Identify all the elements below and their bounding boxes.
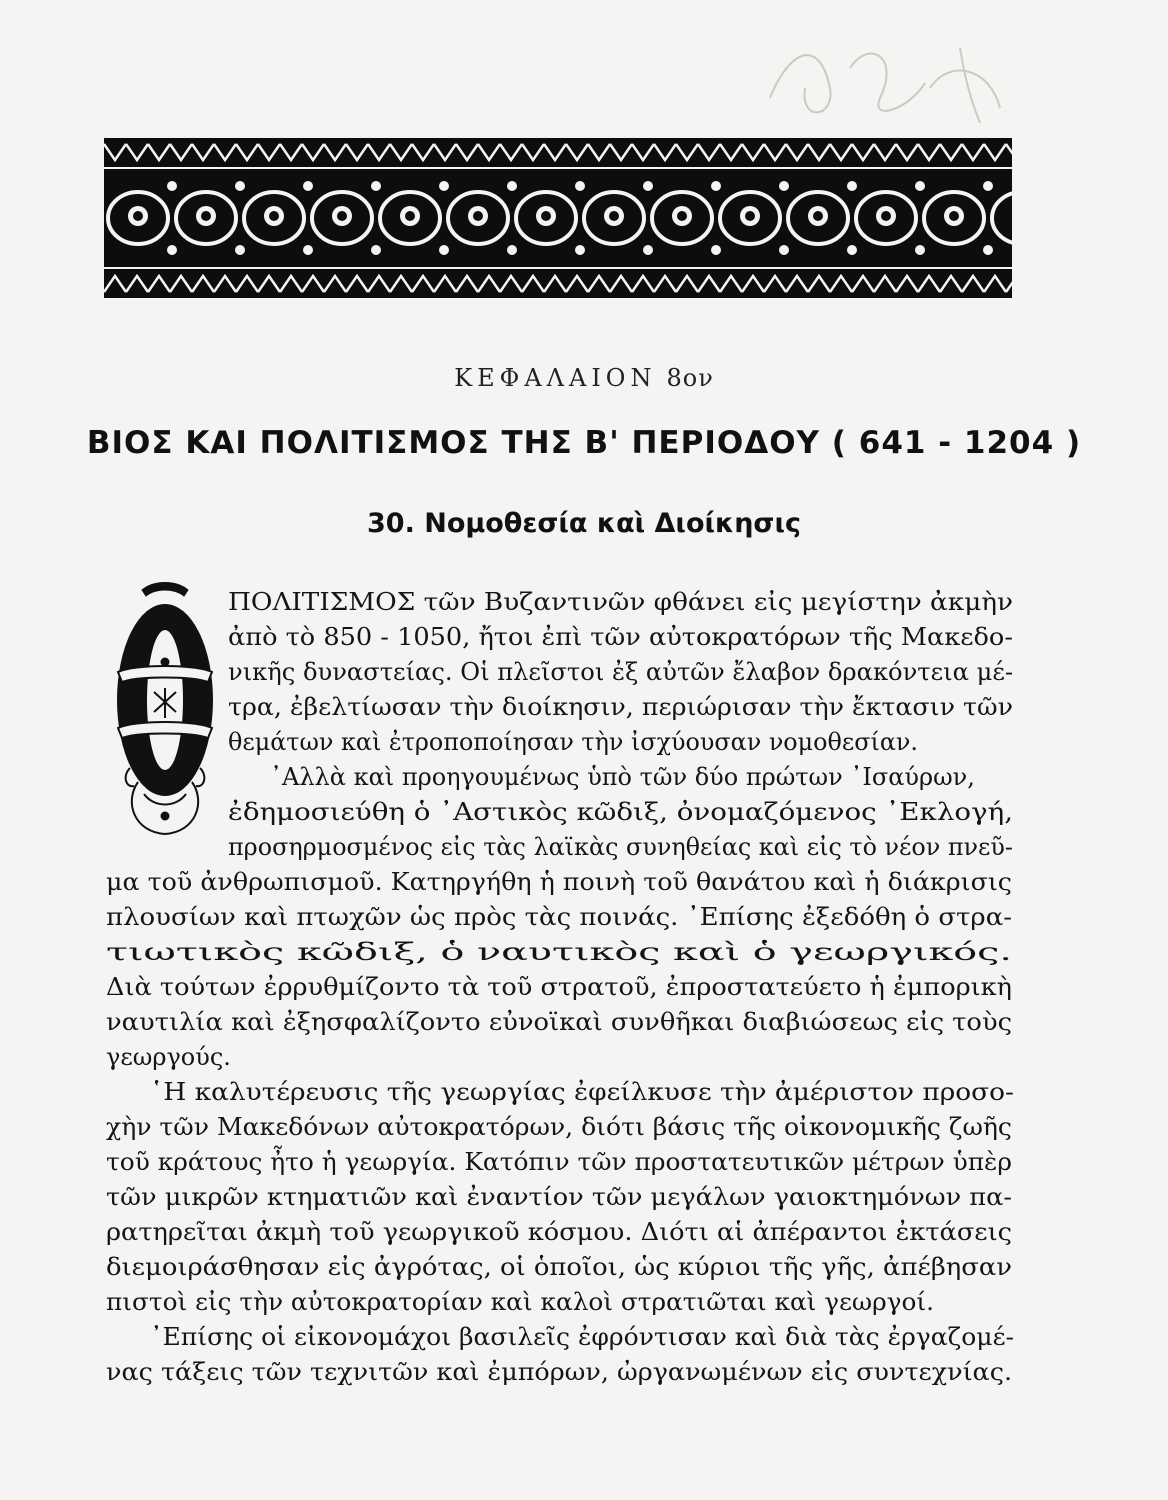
body-line-text: ᾿Αλλὰ καὶ προηγουμένως ὑπὸ τῶν δύο πρώτων ᾿Ισαύρων,: [270, 763, 975, 791]
body-line: [228, 690, 1013, 724]
body-line-text: Διὰ τούτων ἐρρυθμίζοντο τὰ τοῦ στρατοῦ, ἐπροστατεύετο ἡ ἐμπορικὴ: [106, 973, 1012, 1001]
body-line: [106, 935, 1012, 969]
body-line-text: ᾿Επίσης οἱ εἰκονομάχοι βασιλεῖς ἐφρόντισαν καὶ διὰ τὰς ἐργαζομέ-: [150, 1323, 1015, 1351]
body-line: [228, 655, 1013, 689]
body-line-text: τρα, ἐβελτίωσαν τὴν διοίκησιν, περιώρισαν τὴν ἔκτασιν τῶν: [228, 693, 1013, 721]
body-line: [106, 1355, 1012, 1389]
body-line: [228, 830, 1013, 864]
body-line: [106, 865, 1012, 899]
body-line-text: τιωτικὸς κῶδιξ, ὁ ναυτικὸς καὶ ὁ γεωργικός.: [106, 938, 1013, 966]
body-line: [106, 1110, 1012, 1144]
body-line: [106, 1005, 1012, 1039]
body-line-text: γεωργούς.: [106, 1043, 231, 1071]
body-line-text: ἐδημοσιεύθη ὁ ᾿Αστικὸς κῶδιξ, ὀνομαζόμενος ᾿Εκλογή,: [228, 798, 1013, 826]
body-line-text: νας τάξεις τῶν τεχνιτῶν καὶ ἐμπόρων, ὠργανωμένων εἰς συντεχνίας.: [106, 1358, 1013, 1386]
decorative-header-band: [104, 138, 1012, 298]
body-line: [270, 760, 975, 794]
body-line: [228, 585, 1013, 619]
body-line-text: ἀπὸ τὸ 850 - 1050, ἤτοι ἐπὶ τῶν αὐτοκρατόρων τῆς Μακεδο-: [228, 623, 1013, 651]
chapter-label: [0, 364, 1168, 392]
body-line: [106, 1145, 1012, 1179]
body-line: [106, 1250, 1012, 1284]
body-line: [106, 970, 1012, 1004]
body-line-text: πλουσίων καὶ πτωχῶν ὡς πρὸς τὰς ποινάς. ᾿Επίσης ἐξεδόθη ὁ στρα-: [106, 903, 1013, 931]
body-line: [228, 795, 1013, 829]
pencil-sketch-mark: [760, 28, 1020, 138]
body-line-text: διεμοιράσθησαν εἰς ἀγρότας, οἱ ὁποῖοι, ὡς κύριοι τῆς γῆς, ἀπέβησαν: [106, 1253, 1012, 1281]
body-line-text: θεμάτων καὶ ἐτροποποίησαν τὴν ἰσχύουσαν νομοθεσίαν.: [228, 728, 919, 756]
body-line: [150, 1075, 1014, 1109]
body-line-text: τῶν μικρῶν κτηματιῶν καὶ ἐναντίον τῶν μεγάλων γαιοκτημόνων πα-: [106, 1183, 1013, 1211]
body-line: [106, 1040, 231, 1074]
body-line: [228, 725, 918, 759]
body-line-text: μα τοῦ ἀνθρωπισμοῦ. Κατηργήθη ἡ ποινὴ τοῦ θανάτου καὶ ἡ διάκρισις: [106, 868, 1012, 896]
body-line: [106, 1285, 934, 1319]
body-line-text: ΠΟΛΙΤΙΣΜΟΣ τῶν Βυζαντινῶν φθάνει εἰς μεγίστην ἀκμὴν: [228, 588, 1013, 616]
body-line-text: ναυτιλία καὶ ἐξησφαλίζοντο εὐνοϊκαὶ συνθῆκαι διαβιώσεως εἰς τοὺς: [106, 1008, 1013, 1036]
body-line: [150, 1320, 1014, 1354]
body-line-text: ῾Η καλυτέρευσις τῆς γεωργίας ἐφείλκυσε τὴν ἀμέριστον προσο-: [150, 1078, 1014, 1106]
body-line-text: ρατηρεῖται ἀκμὴ τοῦ γεωργικοῦ κόσμου. Διότι αἱ ἀπέραντοι ἐκτάσεις: [106, 1218, 1012, 1246]
body-line-text: πιστοὶ εἰς τὴν αὐτοκρατορίαν καὶ καλοὶ στρατιῶται καὶ γεωργοί.: [106, 1288, 934, 1316]
chapter-number: 8ον: [666, 364, 714, 392]
body-line-text: προσηρμοσμένος εἰς τὰς λαϊκὰς συνηθείας καὶ εἰς τὸ νέον πνεῦ-: [228, 833, 1013, 861]
body-line-text: τοῦ κράτους ἦτο ἡ γεωργία. Κατόπιν τῶν προστατευτικῶν μέτρων ὑπὲρ: [106, 1148, 1012, 1176]
body-line: [106, 1215, 1012, 1249]
chapter-title: ΒΙΟΣ ΚΑΙ ΠΟΛΙΤΙΣΜΟΣ ΤΗΣ Β' ΠΕΡΙΟΔΟΥ ( 641 - 1204 ): [86, 425, 1082, 461]
body-line: [228, 620, 1013, 654]
body-line-text: χὴν τῶν Μακεδόνων αὐτοκρατόρων, διότι βάσις τῆς οἰκονομικῆς ζωῆς: [106, 1113, 1012, 1141]
section-title: 30. Νομοθεσία καὶ Διοίκησις: [367, 508, 801, 539]
chapter-word: ΚΕΦΑΛΑΙΟΝ: [454, 364, 657, 392]
body-line-text: νικῆς δυναστείας. Οἱ πλεῖστοι ἐξ αὐτῶν ἔλαβον δρακόντεια μέ-: [228, 658, 1014, 686]
body-line: [106, 900, 1012, 934]
body-line: [106, 1180, 1012, 1214]
ornamental-dropcap: [104, 572, 226, 842]
